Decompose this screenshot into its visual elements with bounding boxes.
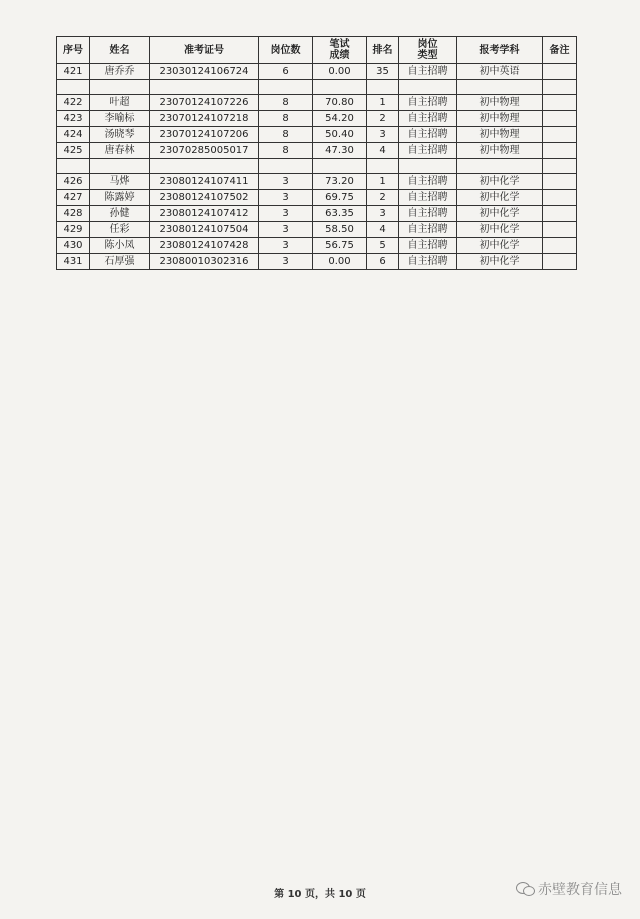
cell-name: 任彩: [90, 222, 150, 238]
cell-rank: 2: [367, 111, 399, 127]
cell-rank: 1: [367, 174, 399, 190]
watermark-text: 赤壁教育信息: [538, 882, 622, 898]
header-score-line1: 笔试: [329, 39, 350, 50]
cell-remark: [543, 95, 577, 111]
cell-type: 自主招聘: [399, 64, 457, 80]
cell-rank: 4: [367, 143, 399, 159]
table-row: [57, 174, 577, 190]
cell-positions: 8: [259, 143, 313, 159]
cell-score: 70.80: [313, 95, 367, 111]
cell-score: 47.30: [313, 143, 367, 159]
spacer-cell: [367, 80, 399, 95]
cell-rank: 4: [367, 222, 399, 238]
spacer-cell: [399, 80, 457, 95]
table-row: [57, 222, 577, 238]
cell-subject: 初中物理: [457, 127, 543, 143]
cell-type: 自主招聘: [399, 127, 457, 143]
cell-type: 自主招聘: [399, 254, 457, 270]
table-row: [57, 190, 577, 206]
cell-ticket: 23070124107206: [150, 127, 259, 143]
cell-score: 0.00: [313, 64, 367, 80]
cell-subject: 初中物理: [457, 95, 543, 111]
cell-name: 唐乔乔: [90, 64, 150, 80]
header-ticket: 准考证号: [150, 37, 259, 64]
cell-remark: [543, 127, 577, 143]
cell-seq: 423: [57, 111, 90, 127]
cell-remark: [543, 238, 577, 254]
cell-positions: 3: [259, 206, 313, 222]
cell-remark: [543, 64, 577, 80]
header-name: 姓名: [90, 37, 150, 64]
spacer-cell: [399, 159, 457, 174]
spacer-cell: [57, 159, 90, 174]
header-type: [399, 37, 457, 64]
spacer-row: [57, 80, 577, 95]
cell-type: 自主招聘: [399, 238, 457, 254]
cell-name: 陈露婷: [90, 190, 150, 206]
cell-positions: 8: [259, 127, 313, 143]
spacer-row: [57, 159, 577, 174]
cell-positions: 3: [259, 254, 313, 270]
table-row: [57, 238, 577, 254]
cell-remark: [543, 190, 577, 206]
cell-score: 63.35: [313, 206, 367, 222]
table-body: [57, 64, 577, 270]
cell-name: 石厚强: [90, 254, 150, 270]
header-seq: 序号: [57, 37, 90, 64]
table-row: [57, 127, 577, 143]
spacer-cell: [367, 159, 399, 174]
cell-rank: 1: [367, 95, 399, 111]
cell-remark: [543, 174, 577, 190]
cell-type: 自主招聘: [399, 206, 457, 222]
spacer-cell: [259, 80, 313, 95]
spacer-cell: [457, 159, 543, 174]
spacer-cell: [313, 80, 367, 95]
spacer-cell: [90, 80, 150, 95]
cell-ticket: 23080124107504: [150, 222, 259, 238]
header-subject: 报考学科: [457, 37, 543, 64]
spacer-cell: [543, 159, 577, 174]
spacer-cell: [150, 80, 259, 95]
cell-subject: 初中物理: [457, 143, 543, 159]
cell-type: 自主招聘: [399, 143, 457, 159]
cell-remark: [543, 222, 577, 238]
cell-name: 孙健: [90, 206, 150, 222]
spacer-cell: [313, 159, 367, 174]
cell-seq: 426: [57, 174, 90, 190]
header-remark: 备注: [543, 37, 577, 64]
cell-name: 李喻标: [90, 111, 150, 127]
cell-positions: 3: [259, 222, 313, 238]
cell-remark: [543, 111, 577, 127]
cell-seq: 424: [57, 127, 90, 143]
cell-ticket: 23080124107412: [150, 206, 259, 222]
cell-score: 50.40: [313, 127, 367, 143]
cell-positions: 6: [259, 64, 313, 80]
cell-rank: 6: [367, 254, 399, 270]
cell-subject: 初中英语: [457, 64, 543, 80]
cell-rank: 5: [367, 238, 399, 254]
spacer-cell: [57, 80, 90, 95]
table-row: [57, 143, 577, 159]
cell-remark: [543, 254, 577, 270]
cell-type: 自主招聘: [399, 222, 457, 238]
spacer-cell: [457, 80, 543, 95]
header-rank: 排名: [367, 37, 399, 64]
cell-ticket: 23070124107218: [150, 111, 259, 127]
cell-seq: 429: [57, 222, 90, 238]
header-score-line2: 成绩: [329, 50, 350, 61]
cell-positions: 3: [259, 174, 313, 190]
watermark: [516, 879, 622, 899]
header-positions: 岗位数: [259, 37, 313, 64]
cell-name: 唐春林: [90, 143, 150, 159]
results-table: [56, 36, 577, 270]
cell-seq: 428: [57, 206, 90, 222]
cell-score: 69.75: [313, 190, 367, 206]
cell-type: 自主招聘: [399, 111, 457, 127]
cell-name: 叶超: [90, 95, 150, 111]
cell-subject: 初中化学: [457, 174, 543, 190]
header-type-line2: 类型: [417, 50, 438, 61]
cell-remark: [543, 206, 577, 222]
cell-type: 自主招聘: [399, 95, 457, 111]
cell-type: 自主招聘: [399, 174, 457, 190]
cell-seq: 422: [57, 95, 90, 111]
table-row: [57, 111, 577, 127]
spacer-cell: [259, 159, 313, 174]
table-row: [57, 254, 577, 270]
spacer-cell: [90, 159, 150, 174]
cell-positions: 8: [259, 111, 313, 127]
spacer-cell: [150, 159, 259, 174]
cell-positions: 3: [259, 238, 313, 254]
cell-rank: 2: [367, 190, 399, 206]
cell-name: 马烨: [90, 174, 150, 190]
cell-seq: 421: [57, 64, 90, 80]
cell-type: 自主招聘: [399, 190, 457, 206]
cell-score: 73.20: [313, 174, 367, 190]
header-type-line1: 岗位: [417, 39, 438, 50]
cell-subject: 初中物理: [457, 111, 543, 127]
cell-subject: 初中化学: [457, 254, 543, 270]
table-row: [57, 64, 577, 80]
cell-positions: 8: [259, 95, 313, 111]
cell-ticket: 23080124107411: [150, 174, 259, 190]
cell-remark: [543, 143, 577, 159]
cell-rank: 3: [367, 127, 399, 143]
header-score: [313, 37, 367, 64]
cell-seq: 431: [57, 254, 90, 270]
cell-ticket: 23070285005017: [150, 143, 259, 159]
cell-seq: 425: [57, 143, 90, 159]
cell-name: 汤晓琴: [90, 127, 150, 143]
cell-ticket: 23070124107226: [150, 95, 259, 111]
cell-subject: 初中化学: [457, 206, 543, 222]
cell-seq: 430: [57, 238, 90, 254]
cell-ticket: 23080124107428: [150, 238, 259, 254]
cell-rank: 3: [367, 206, 399, 222]
table-row: [57, 206, 577, 222]
cell-ticket: 23080010302316: [150, 254, 259, 270]
cell-subject: 初中化学: [457, 222, 543, 238]
cell-name: 陈小凤: [90, 238, 150, 254]
spacer-cell: [543, 80, 577, 95]
wechat-icon: [516, 882, 534, 896]
cell-subject: 初中化学: [457, 238, 543, 254]
cell-rank: 35: [367, 64, 399, 80]
cell-subject: 初中化学: [457, 190, 543, 206]
cell-score: 0.00: [313, 254, 367, 270]
cell-positions: 3: [259, 190, 313, 206]
cell-ticket: 23030124106724: [150, 64, 259, 80]
cell-ticket: 23080124107502: [150, 190, 259, 206]
page-number: 第 10 页，共 10 页: [274, 889, 366, 900]
cell-score: 58.50: [313, 222, 367, 238]
table-header-row: [57, 37, 577, 64]
table-row: [57, 95, 577, 111]
cell-seq: 427: [57, 190, 90, 206]
cell-score: 56.75: [313, 238, 367, 254]
cell-score: 54.20: [313, 111, 367, 127]
